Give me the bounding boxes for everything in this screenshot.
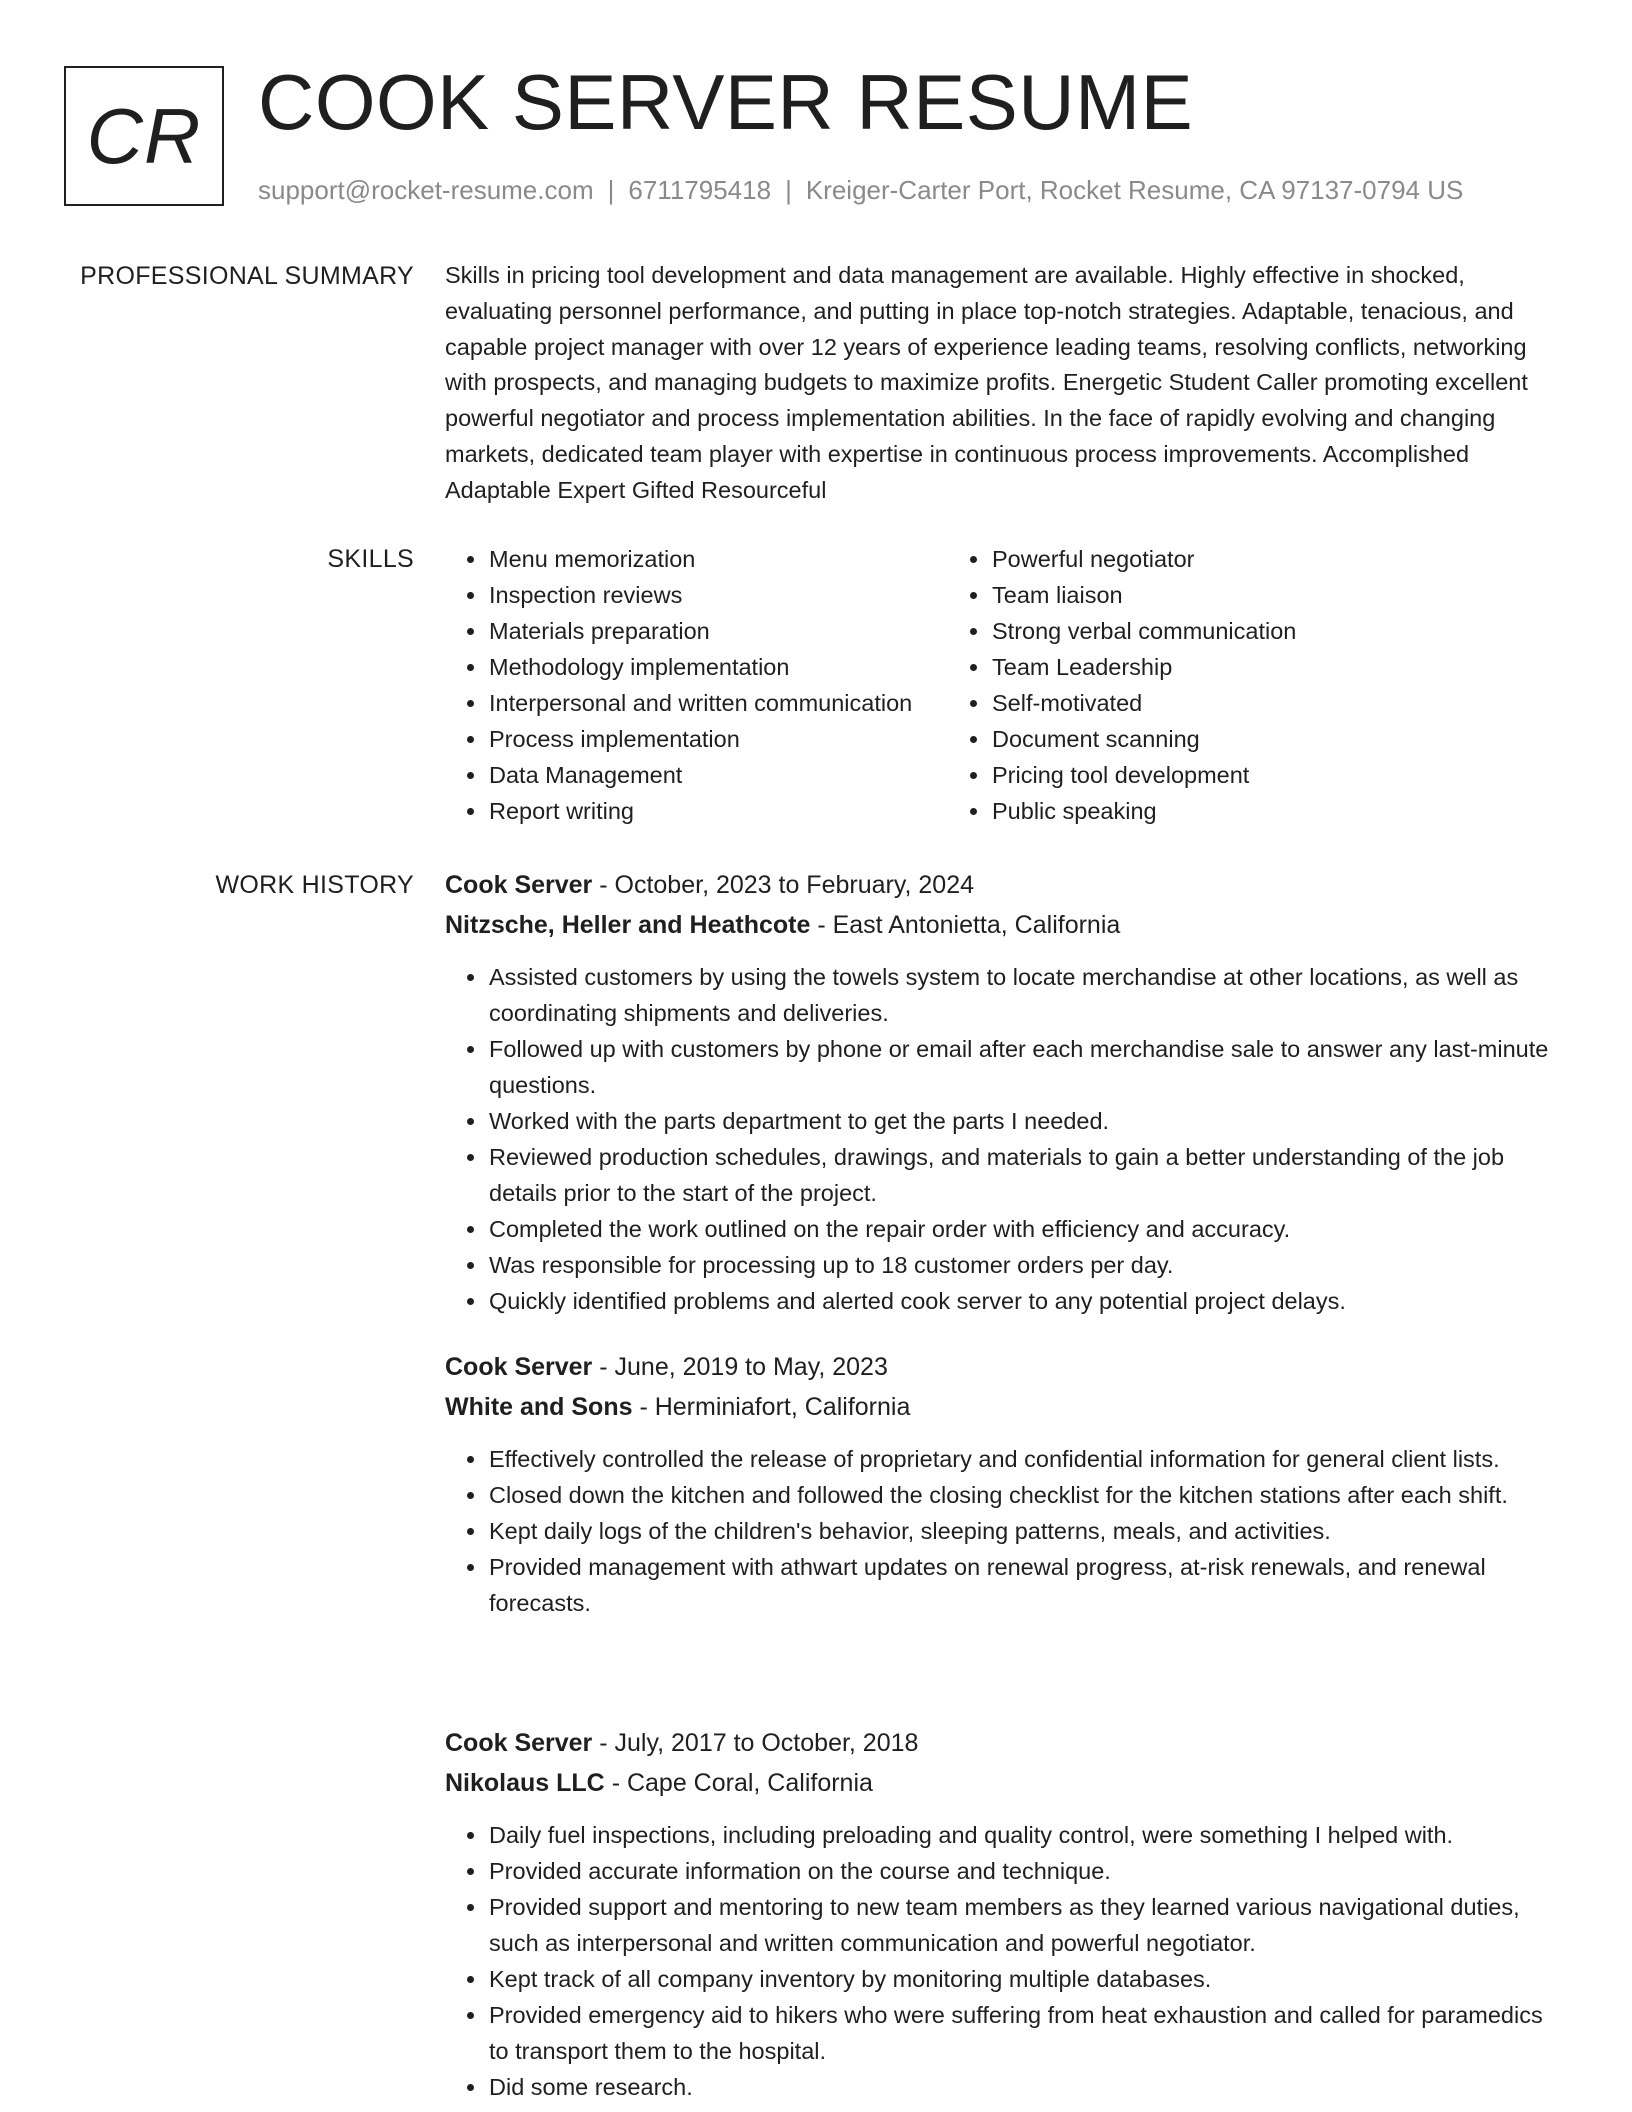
- job-bullet: • Did some research.: [488, 2069, 1560, 2105]
- job-bullet: • Provided management with athwart updates on renewal progress, at-risk renewals, and renewal forecasts.: [488, 1549, 1560, 1621]
- job-bullet: • Quickly identified problems and alerted cook server to any potential project delays.: [488, 1283, 1560, 1319]
- skill-item: • Self-motivated: [991, 685, 1508, 721]
- job-bullet: • Provided support and mentoring to new team members as they learned various navigational duties, such as interpersonal and written communication and powerful negotiator.: [488, 1889, 1560, 1961]
- job-title: Cook Server: [445, 1353, 593, 1381]
- skill-item: • Interpersonal and written communication: [488, 685, 948, 721]
- skill-item: • Menu memorization: [488, 541, 948, 577]
- skill-item: • Process implementation: [488, 721, 948, 757]
- skill-item: • Public speaking: [991, 793, 1508, 829]
- job-company-line: [445, 1387, 1560, 1427]
- contact-separator: |: [785, 175, 792, 205]
- job-title: Cook Server: [445, 871, 593, 899]
- contact-email: support@rocket-resume.com: [258, 175, 594, 205]
- skill-item: • Pricing tool development: [991, 757, 1508, 793]
- skills-list-left: [445, 541, 948, 829]
- job-bullet-list: [445, 1817, 1560, 2105]
- job-company: White and Sons: [445, 1393, 633, 1421]
- job-bullet: • Followed up with customers by phone or email after each merchandise sale to answer any last-minute questions.: [488, 1031, 1560, 1103]
- contact-phone: 6711795418: [628, 175, 772, 205]
- summary-text: Skills in pricing tool development and data management are available. Highly effective in shocked, evaluating personnel performance, and putting in place top-notch strategies. Adaptable, tenacious, and capable project manager with over 12 years of experience leading teams, resolving conflicts, networking with prospects, and managing budgets to maximize profits. Energetic Student Caller promoting excellent powerful negotiator and process implementation abilities. In the face of rapidly evolving and changing markets, dedicated team player with expertise in continuous process improvements. Accomplished Adaptable Expert Gifted Resourceful: [445, 262, 1528, 503]
- skill-item: • Inspection reviews: [488, 577, 948, 613]
- job-company-line: [445, 905, 1560, 945]
- job-bullet: • Reviewed production schedules, drawings, and materials to gain a better understanding of the job details prior to the start of the project.: [488, 1139, 1560, 1211]
- job-bullet: • Was responsible for processing up to 18 customer orders per day.: [488, 1247, 1560, 1283]
- summary-body: [445, 258, 1560, 509]
- job-title-line: [445, 1347, 1560, 1387]
- job-bullet: • Completed the work outlined on the repair order with efficiency and accuracy.: [488, 1211, 1560, 1247]
- job-title: Cook Server: [445, 1729, 593, 1757]
- resume-title: COOK SERVER RESUME: [258, 58, 1194, 146]
- skill-item: • Report writing: [488, 793, 948, 829]
- job-bullet: • Assisted customers by using the towels system to locate merchandise at other locations, as well as coordinating shipments and deliveries.: [488, 959, 1560, 1031]
- job-title-line: [445, 865, 1560, 905]
- job-company: Nikolaus LLC: [445, 1769, 605, 1797]
- skill-item: • Team liaison: [991, 577, 1508, 613]
- job-location: - Cape Coral, California: [604, 1769, 873, 1797]
- skill-item: • Methodology implementation: [488, 649, 948, 685]
- job-bullet-list: [445, 959, 1560, 1319]
- job-dates: - June, 2019 to May, 2023: [592, 1353, 888, 1381]
- skill-item: • Powerful negotiator: [991, 541, 1508, 577]
- skill-item: • Team Leadership: [991, 649, 1508, 685]
- job-dates: - July, 2017 to October, 2018: [592, 1729, 919, 1757]
- job-entry: [445, 1723, 1560, 2105]
- job-company: Nitzsche, Heller and Heathcote: [445, 911, 811, 939]
- job-dates: - October, 2023 to February, 2024: [592, 871, 974, 899]
- job-title-line: [445, 1723, 1560, 1763]
- job-bullet: • Daily fuel inspections, including preloading and quality control, were something I helped with.: [488, 1817, 1560, 1853]
- skill-item: • Document scanning: [991, 721, 1508, 757]
- skills-list-right: [948, 541, 1508, 829]
- contact-separator: |: [607, 175, 615, 205]
- job-bullet: • Effectively controlled the release of proprietary and confidential information for general client lists.: [488, 1441, 1560, 1477]
- section-label-summary: PROFESSIONAL SUMMARY: [80, 262, 414, 290]
- contact-line: [258, 170, 1463, 210]
- skill-item: • Materials preparation: [488, 613, 948, 649]
- job-entry: [445, 865, 1560, 1319]
- job-location: - East Antonietta, California: [810, 911, 1121, 939]
- job-bullet: • Provided accurate information on the course and technique.: [488, 1853, 1560, 1889]
- skill-item: • Strong verbal communication: [991, 613, 1508, 649]
- job-bullet: • Worked with the parts department to get the parts I needed.: [488, 1103, 1560, 1139]
- skill-item: • Data Management: [488, 757, 948, 793]
- job-bullet: • Closed down the kitchen and followed the closing checklist for the kitchen stations after each shift.: [488, 1477, 1560, 1513]
- section-label-work-history: WORK HISTORY: [215, 871, 414, 899]
- section-label-skills: SKILLS: [327, 545, 414, 573]
- monogram-initials: CR: [86, 91, 202, 180]
- job-bullet-list: [445, 1441, 1560, 1621]
- contact-address: Kreiger-Carter Port, Rocket Resume, CA 97137-0794 US: [805, 175, 1464, 205]
- skills-columns: [445, 541, 1560, 829]
- job-bullet: • Kept track of all company inventory by monitoring multiple databases.: [488, 1961, 1560, 1997]
- job-bullet: • Kept daily logs of the children's behavior, sleeping patterns, meals, and activities.: [488, 1513, 1560, 1549]
- monogram-logo: [64, 66, 224, 206]
- job-entry: [445, 1347, 1560, 1621]
- job-company-line: [445, 1763, 1560, 1803]
- job-location: - Herminiafort, California: [632, 1393, 911, 1421]
- job-bullet: • Provided emergency aid to hikers who were suffering from heat exhaustion and called for paramedics to transport them to the hospital.: [488, 1997, 1560, 2069]
- skills-body: [445, 541, 1560, 829]
